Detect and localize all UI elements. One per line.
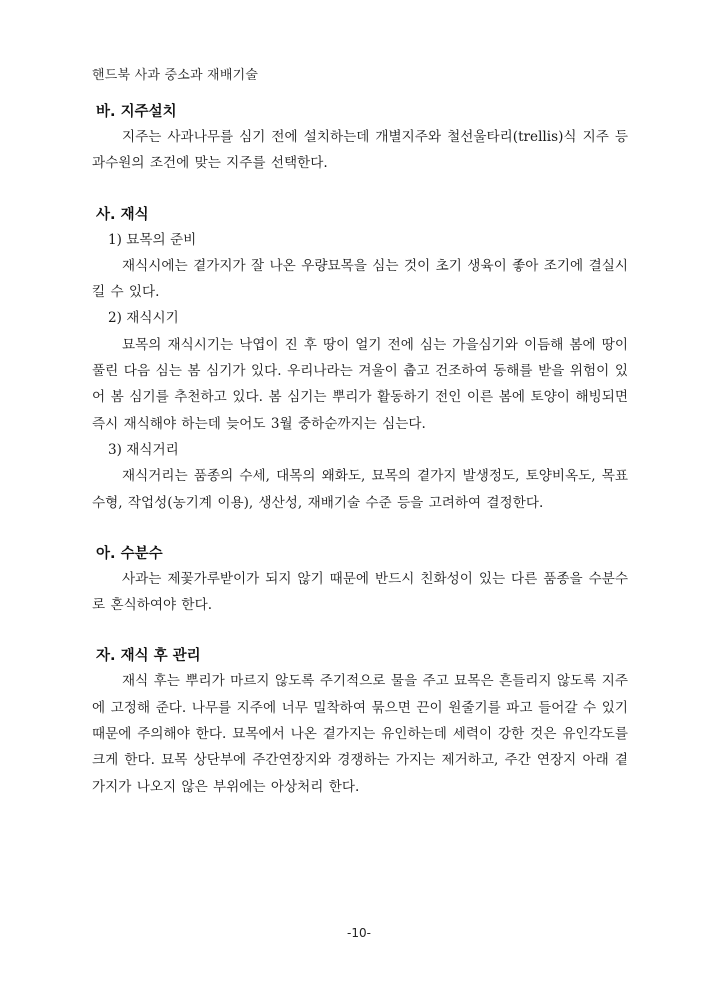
spacer (92, 177, 628, 203)
section-planting (92, 203, 628, 516)
section-stake-installation (92, 100, 628, 177)
paragraph: 재식거리는 품종의 수세, 대목의 왜화도, 묘목의 곁가지 발생정도, 토양비옥도, 목표 수형, 작업성(농기계 이용), 생산성, 재배기술 수준 등을 고려하여 결정한다. (92, 468, 628, 511)
section-title: 사. 재식 (96, 206, 149, 223)
section-title: 자. 재식 후 관리 (96, 648, 201, 665)
section-title: 바. 지주설치 (96, 104, 177, 120)
page-number: -10- (347, 926, 371, 940)
paragraph: 재식시에는 곁가지가 잘 나온 우량묘목을 심는 것이 초기 생육이 좋아 조기에 결실시킬 수 있다. (92, 257, 628, 301)
spacer (92, 516, 628, 542)
paragraph: 지주는 사과나무를 심기 전에 설치하는데 개별지주와 철선울타리(trellis)식 지주 등 과수원의 조건에 맞는 지주를 선택한다. (92, 129, 628, 172)
paragraph: 사과는 제꽃가루받이가 되지 않기 때문에 반드시 친화성이 있는 다른 품종을 수분수로 혼식하여야 한다. (92, 570, 628, 614)
section-aftercare (92, 644, 628, 799)
section-title: 아. 수분수 (96, 545, 163, 562)
subsection-title: 2) 재식시기 (108, 310, 179, 327)
page-content (92, 100, 628, 800)
section-pollinizer (92, 542, 628, 619)
subsection-title: 1) 묘목의 준비 (108, 231, 197, 248)
paragraph: 재식 후는 뿌리가 마르지 않도록 주기적으로 물을 주고 묘목은 흔들리지 않도록 지주에 고정해 준다. 나무를 지주에 너무 밀착하여 묶으면 끈이 원줄기를 파고 들어갈 수 있기 때문에 주의해야 한다. 묘목에서 나온 곁가지는 유인하는데 세력이 강한 것은 유인각도를 크게 한다. 묘목 상단부에 주간연장지와 경쟁하는 가지는 제거하고, 주간 연장지 아래 곁가지가 나오지 않은 부위에는 아상처리 한다. (92, 673, 628, 795)
running-header: 핸드북 사과 중소과 재배기술 (92, 68, 259, 83)
paragraph: 묘목의 재식시기는 낙엽이 진 후 땅이 얼기 전에 심는 가을심기와 이듬해 봄에 땅이 풀린 다음 심는 봄 심기가 있다. 우리나라는 겨울이 춥고 건조하여 동해를 받을 위험이 있어 봄 심기를 추천하고 있다. 봄 심기는 뿌리가 활동하기 전인 이른 봄에 토양이 해빙되면 즉시 재식해야 하는데 늦어도 3월 중하순까지는 심는다. (92, 336, 628, 432)
spacer (92, 618, 628, 644)
subsection-title: 3) 재식거리 (108, 441, 179, 458)
